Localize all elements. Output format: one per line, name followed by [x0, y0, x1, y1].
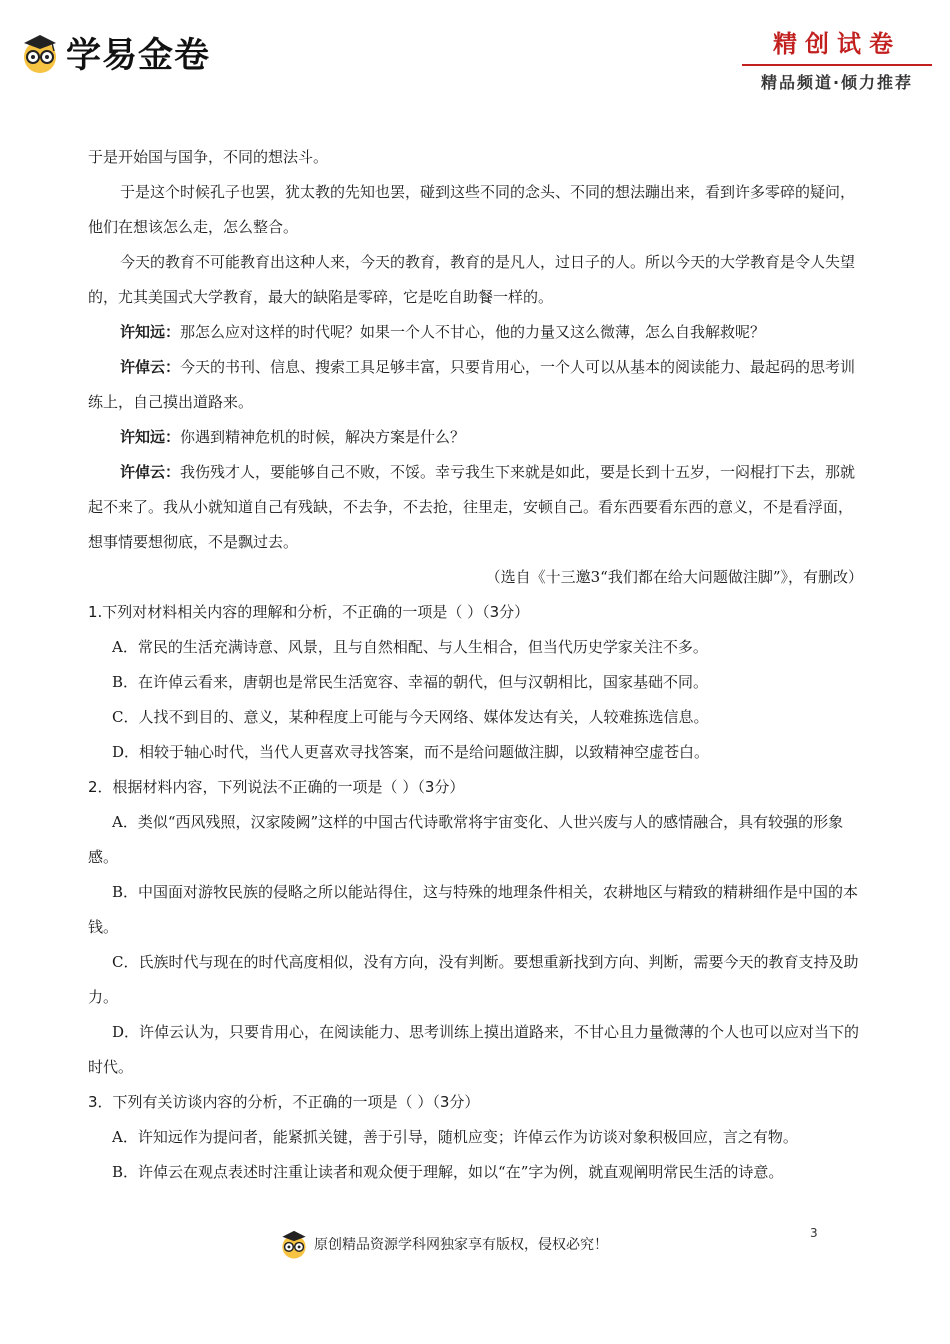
badge-divider [742, 64, 932, 66]
paragraph: 于是开始国与国争，不同的想法斗。 [88, 148, 329, 166]
brand-name: 学易金卷 [66, 36, 211, 76]
option-b: B．许倬云在观点表述时注重让读者和观众便于理解，如以“在”字为例，就直观阐明常民生活的诗意。 [112, 1163, 784, 1181]
question-stem: 2．根据材料内容，下列说法不正确的一项是（ ）（3分） [88, 778, 465, 796]
question-stem: 3．下列有关访谈内容的分析，不正确的一项是（ ）（3分） [88, 1093, 480, 1111]
page-number: 3 [810, 1226, 818, 1240]
brand-logo [18, 28, 210, 78]
dialogue-paragraph [88, 350, 863, 420]
footer-copyright [278, 1228, 608, 1260]
option-c: C．氏族时代与现在的时代高度相似，没有方向，没有判断。要想重新找到方向、判断，需要今天的教育支持及助力。 [88, 953, 859, 1006]
dialogue-paragraph [88, 455, 863, 560]
question-stem: 1.下列对材料相关内容的理解和分析，不正确的一项是（ ）（3分） [88, 603, 530, 621]
option-a: A．许知远作为提问者，能紧抓关键，善于引导，随机应变；许倬云作为访谈对象积极回应，言之有物。 [112, 1128, 798, 1146]
option-b: B．在许倬云看来，唐朝也是常民生活宽容、幸福的朝代，但与汉朝相比，国家基础不同。 [112, 673, 709, 691]
speaker-label: 许倬云： [120, 358, 181, 376]
speaker-label: 许知远： [120, 428, 181, 446]
paragraph: 今天的教育不可能教育出这种人来，今天的教育，教育的是凡人，过日子的人。所以今天的大学教育是令人失望的，尤其美国式大学教育，最大的缺陷是零碎，它是吃自助餐一样的。 [88, 253, 856, 306]
option-d: D．许倬云认为，只要肯用心，在阅读能力、思考训练上摸出道路来，不甘心且力量微薄的个人也可以应对当下的时代。 [88, 1023, 860, 1076]
badge-subtitle: 精品频道·倾力推荐 [760, 73, 914, 92]
document-body [88, 140, 863, 1190]
dialogue-paragraph [88, 420, 863, 455]
option-d: D．相较于轴心时代，当代人更喜欢寻找答案，而不是给问题做注脚，以致精神空虚苍白。 [112, 743, 710, 761]
paragraph: 于是这个时候孔子也罢，犹太教的先知也罢，碰到这些不同的念头、不同的想法蹦出来，看到许多零碎的疑问，他们在想该怎么走，怎么整合。 [88, 183, 856, 236]
speaker-label: 许知远： [120, 323, 181, 341]
dialogue-text: 今天的书刊、信息、搜索工具足够丰富，只要肯用心，一个人可以从基本的阅读能力、最起码的思考训练上，自己摸出道路来。 [88, 358, 856, 411]
badge-title: 精创试卷 [773, 30, 901, 58]
owl-mascot-icon [18, 31, 62, 75]
option-a: A．常民的生活充满诗意、风景，且与自然相配、与人生相合，但当代历史学家关注不多。 [112, 638, 708, 656]
speaker-label: 许倬云： [120, 463, 181, 481]
dialogue-text: 你遇到精神危机的时候，解决方案是什么？ [180, 428, 466, 446]
page-header [0, 0, 950, 100]
quality-badge [742, 24, 932, 93]
option-a: A．类似“西风残照，汉家陵阙”这样的中国古代诗歌常将宇宙变化、人世兴废与人的感情融合，具有较强的形象感。 [88, 813, 844, 866]
copyright-text: 原创精品资源学科网独家享有版权，侵权必究！ [314, 1237, 608, 1253]
source-citation: （选自《十三邀3“我们都在给大问题做注脚”》，有删改） [485, 568, 863, 586]
option-c: C．人找不到目的、意义，某种程度上可能与今天网络、媒体发达有关，人较难拣选信息。 [112, 708, 709, 726]
dialogue-text: 那怎么应对这样的时代呢？如果一个人不甘心，他的力量又这么微薄，怎么自我解救呢？ [180, 323, 766, 341]
page-footer [0, 1224, 950, 1264]
dialogue-text: 我伤残才人，要能够自己不败，不馁。幸亏我生下来就是如此，要是长到十五岁，一闷棍打下去，那就起不来了。我从小就知道自己有残缺，不去争，不去抢，往里走，安顿自己。看东西要看东西的意义，不是看浮面，想事情要想彻底，不是飘过去。 [88, 463, 856, 551]
owl-mascot-icon [278, 1228, 310, 1260]
dialogue-paragraph [88, 315, 863, 350]
option-b: B．中国面对游牧民族的侵略之所以能站得住，这与特殊的地理条件相关，农耕地区与精致的精耕细作是中国的本钱。 [88, 883, 859, 936]
